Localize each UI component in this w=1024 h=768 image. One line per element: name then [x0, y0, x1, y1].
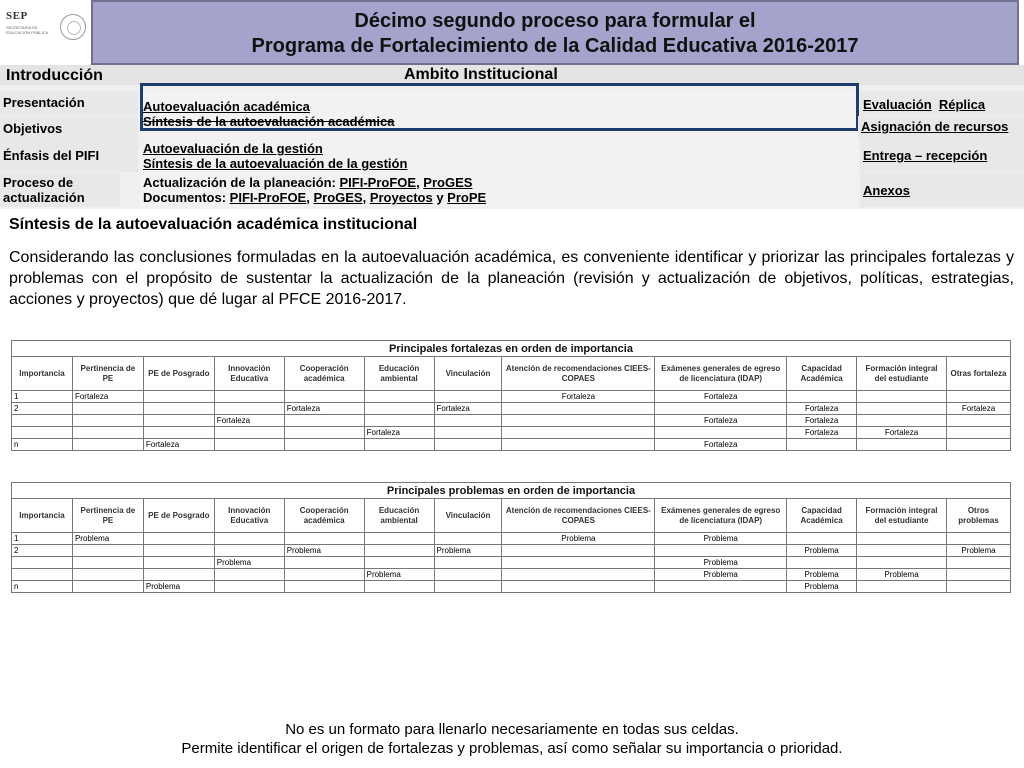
current-section-highlight — [140, 83, 859, 131]
table-cell[interactable]: Problema — [787, 581, 857, 593]
nav-doc-proyectos-link[interactable]: Proyectos — [369, 190, 433, 205]
column-header: PE de Posgrado — [143, 499, 214, 533]
table-cell[interactable] — [502, 439, 655, 451]
table-caption: Principales fortalezas en orden de importancia — [12, 341, 1011, 357]
table-cell[interactable] — [214, 403, 284, 415]
nav-doc-prope-link[interactable]: ProPE — [447, 190, 487, 205]
nav-evaluacion-replica-cell — [860, 91, 1024, 115]
nav-enfasis-link[interactable] — [0, 140, 138, 172]
mexico-seal-icon — [60, 14, 86, 40]
table-header-row — [12, 499, 1011, 533]
nav-planeacion-row — [143, 175, 858, 190]
table-cell[interactable] — [857, 439, 947, 451]
table-cell[interactable] — [857, 581, 947, 593]
column-header: Educación ambiental — [364, 357, 434, 391]
table-cell[interactable] — [502, 545, 655, 557]
nav-evaluacion-link[interactable]: Evaluación — [863, 97, 932, 112]
table-cell[interactable]: Problema — [946, 545, 1010, 557]
table-cell[interactable]: Problema — [655, 569, 787, 581]
nav-sintesis-academica-link[interactable]: Síntesis de la autoevaluación académica — [143, 114, 395, 129]
table-cell[interactable] — [364, 557, 434, 569]
table-cell[interactable]: 2 — [12, 545, 73, 557]
table-cell[interactable] — [214, 391, 284, 403]
table-cell[interactable]: Fortaleza — [72, 391, 143, 403]
nav-header-row — [0, 65, 1024, 85]
table-cell[interactable] — [72, 427, 143, 439]
table-cell[interactable] — [502, 427, 655, 439]
nav-entrega-link[interactable]: Entrega – recepción — [863, 148, 988, 163]
column-header: Vinculación — [434, 357, 502, 391]
table-cell[interactable] — [434, 533, 502, 545]
table-cell[interactable]: Fortaleza — [787, 427, 857, 439]
table-cell[interactable]: Fortaleza — [502, 391, 655, 403]
table-cell[interactable] — [284, 427, 364, 439]
table-cell[interactable] — [655, 581, 787, 593]
table-row — [12, 427, 1011, 439]
table-cell[interactable]: Problema — [72, 533, 143, 545]
nav-introduccion-link[interactable]: Introducción — [6, 67, 103, 84]
column-header: Formación integral del estudiante — [857, 499, 947, 533]
column-header: Exámenes generales de egreso de licenciatura (IDAP) — [655, 499, 787, 533]
nav-separator: , — [306, 190, 314, 205]
section-title: Síntesis de la autoevaluación académica institucional — [9, 216, 418, 233]
table-cell[interactable]: Fortaleza — [857, 427, 947, 439]
table-row — [12, 439, 1011, 451]
nav-replica-link[interactable]: Réplica — [938, 97, 986, 112]
table-cell[interactable]: Fortaleza — [946, 403, 1010, 415]
table-cell[interactable]: Problema — [787, 569, 857, 581]
column-header: Importancia — [12, 499, 73, 533]
table-cell[interactable] — [143, 557, 214, 569]
table-cell[interactable] — [787, 557, 857, 569]
table-cell[interactable] — [946, 439, 1010, 451]
table-header-row — [12, 357, 1011, 391]
fortalezas-table — [11, 340, 1011, 451]
table-cell[interactable] — [364, 391, 434, 403]
table-cell[interactable]: Problema — [655, 557, 787, 569]
nav-objetivos-link[interactable] — [0, 116, 138, 140]
table-row — [12, 533, 1011, 545]
sep-logo-text: SEP — [6, 10, 28, 22]
table-cell[interactable] — [857, 545, 947, 557]
nav-anexos-cell — [860, 173, 1024, 207]
table-cell[interactable] — [284, 557, 364, 569]
column-header: Vinculación — [434, 499, 502, 533]
nav-proges-link[interactable]: ProGES — [423, 175, 473, 190]
table-cell[interactable] — [502, 581, 655, 593]
table-cell[interactable]: 1 — [12, 391, 73, 403]
column-header: Cooperación académica — [284, 499, 364, 533]
nav-proceso-label: Proceso de actualización — [3, 175, 85, 205]
column-header: Importancia — [12, 357, 73, 391]
nav-presentacion-label: Presentación — [3, 95, 85, 110]
table-cell[interactable] — [72, 581, 143, 593]
nav-autoevaluacion-gestion-link[interactable]: Autoevaluación de la gestión — [143, 141, 323, 156]
table-cell[interactable] — [502, 569, 655, 581]
table-cell[interactable] — [284, 439, 364, 451]
table-cell[interactable] — [284, 581, 364, 593]
table-cell[interactable] — [284, 415, 364, 427]
table-cell[interactable]: Fortaleza — [655, 391, 787, 403]
table-cell[interactable] — [946, 391, 1010, 403]
column-header: PE de Posgrado — [143, 357, 214, 391]
table-cell[interactable]: 1 — [12, 533, 73, 545]
nav-proceso-link[interactable] — [0, 173, 120, 207]
table-cell[interactable] — [72, 403, 143, 415]
table-cell[interactable]: Fortaleza — [434, 403, 502, 415]
table-cell[interactable] — [364, 581, 434, 593]
nav-sintesis-gestion-link[interactable]: Síntesis de la autoevaluación de la gestión — [143, 156, 408, 171]
table-cell[interactable] — [143, 533, 214, 545]
footer-note — [0, 720, 1024, 758]
column-header: Educación ambiental — [364, 499, 434, 533]
table-cell[interactable] — [143, 569, 214, 581]
section-paragraph: Considerando las conclusiones formuladas en la autoevaluación académica, es conveniente identificar y priorizar las principales fortalezas y problemas con el propósito de sustentar la actualización de la planeación (revisión y actualización de objetivos, políticas, estrategias, acciones y proyectos) que dé lugar al PFCE 2016-2017. — [9, 249, 1014, 308]
table-cell[interactable] — [72, 545, 143, 557]
table-cell[interactable]: n — [12, 581, 73, 593]
footer-line-1: No es un formato para llenarlo necesariamente en todas sus celdas. — [285, 721, 739, 738]
table-cell[interactable]: Fortaleza — [284, 403, 364, 415]
table-cell[interactable] — [434, 439, 502, 451]
table-cell[interactable] — [946, 557, 1010, 569]
column-header: Formación integral del estudiante — [857, 357, 947, 391]
sep-logo-subtext: SECRETARÍA DE EDUCACIÓN PÚBLICA — [6, 25, 49, 35]
title-line-1: Décimo segundo proceso para formular el — [354, 10, 756, 32]
nav-anexos-link[interactable]: Anexos — [863, 183, 910, 198]
table-cell[interactable]: Fortaleza — [214, 415, 284, 427]
nav-presentacion-link[interactable] — [0, 91, 138, 115]
table-cell[interactable] — [946, 415, 1010, 427]
table-cell[interactable] — [72, 415, 143, 427]
table-row — [12, 581, 1011, 593]
nav-objetivos-label: Objetivos — [3, 121, 63, 136]
table-cell[interactable] — [434, 427, 502, 439]
title-line-2: Programa de Fortalecimiento de la Calidad Educativa 2016-2017 — [251, 35, 859, 57]
table-cell[interactable] — [214, 569, 284, 581]
table-cell[interactable] — [72, 557, 143, 569]
table-cell[interactable]: Fortaleza — [143, 439, 214, 451]
table-cell[interactable] — [946, 569, 1010, 581]
table-cell[interactable] — [12, 569, 73, 581]
table-cell[interactable]: Problema — [857, 569, 947, 581]
table-row — [12, 557, 1011, 569]
table-cell[interactable] — [434, 569, 502, 581]
table-cell[interactable] — [364, 545, 434, 557]
table-cell[interactable] — [12, 557, 73, 569]
table-cell[interactable] — [143, 391, 214, 403]
table-cell[interactable] — [284, 569, 364, 581]
nav-documentos-row — [143, 190, 858, 205]
table-cell[interactable]: Fortaleza — [364, 427, 434, 439]
nav-planeacion-prefix: Actualización de la planeación: — [143, 175, 340, 190]
table-cell[interactable]: Fortaleza — [655, 415, 787, 427]
nav-asignacion-cell — [858, 116, 1024, 140]
nav-separator: , — [362, 190, 370, 205]
table-cell[interactable] — [284, 391, 364, 403]
table-cell[interactable] — [502, 557, 655, 569]
table-cell[interactable] — [364, 403, 434, 415]
table-cell[interactable] — [655, 545, 787, 557]
table-caption-row — [12, 341, 1011, 357]
nav-mid-gestion-block — [140, 140, 858, 172]
table-cell[interactable] — [12, 415, 73, 427]
column-header: Capacidad Académica — [787, 499, 857, 533]
table-cell[interactable] — [214, 545, 284, 557]
nav-separator: y — [432, 190, 448, 205]
table-cell[interactable] — [655, 427, 787, 439]
nav-autoevaluacion-academica-link[interactable]: Autoevaluación académica — [143, 99, 310, 114]
nav-asignacion-link[interactable]: Asignación de recursos — [861, 119, 1009, 134]
nav-doc-proges-link[interactable]: ProGES — [313, 190, 363, 205]
title-banner — [91, 0, 1019, 65]
table-cell[interactable] — [502, 415, 655, 427]
table-cell[interactable] — [434, 415, 502, 427]
footer-line-2: Permite identificar el origen de fortalezas y problemas, así como señalar su importancia o prioridad. — [181, 740, 843, 757]
column-header: Pertinencia de PE — [72, 357, 143, 391]
table-cell[interactable]: Fortaleza — [787, 415, 857, 427]
table-row — [12, 403, 1011, 415]
nav-enfasis-label: Énfasis del PIFI — [3, 148, 100, 163]
table-cell[interactable] — [857, 403, 947, 415]
table-row — [12, 415, 1011, 427]
table-cell[interactable] — [143, 415, 214, 427]
table-cell[interactable]: Problema — [787, 545, 857, 557]
table-cell[interactable] — [364, 415, 434, 427]
table-cell[interactable] — [143, 427, 214, 439]
table-cell[interactable] — [434, 581, 502, 593]
table-cell[interactable]: Fortaleza — [655, 439, 787, 451]
table-cell[interactable] — [946, 427, 1010, 439]
table-cell[interactable] — [364, 439, 434, 451]
table-cell[interactable] — [946, 533, 1010, 545]
table-cell[interactable] — [284, 533, 364, 545]
table-cell[interactable] — [214, 581, 284, 593]
table-cell[interactable] — [143, 403, 214, 415]
nav-separator: , — [416, 175, 424, 190]
column-header: Otros problemas — [946, 499, 1010, 533]
table-cell[interactable] — [787, 391, 857, 403]
column-header: Otras fortaleza — [946, 357, 1010, 391]
sep-logo — [0, 0, 90, 62]
table-cell[interactable]: 2 — [12, 403, 73, 415]
nav-documentos-prefix: Documentos: — [143, 190, 230, 205]
nav-entrega-cell — [860, 140, 1024, 172]
table-cell[interactable]: Problema — [434, 545, 502, 557]
table-caption: Principales problemas en orden de importancia — [12, 483, 1011, 499]
table-cell[interactable] — [857, 533, 947, 545]
table-cell[interactable] — [857, 557, 947, 569]
table-cell[interactable] — [857, 415, 947, 427]
column-header: Atención de recomendaciones CIEES-COPAES — [502, 499, 655, 533]
table-cell[interactable] — [364, 533, 434, 545]
table-cell[interactable] — [143, 545, 214, 557]
table-cell[interactable] — [787, 533, 857, 545]
table-cell[interactable]: Problema — [655, 533, 787, 545]
table-cell[interactable] — [214, 427, 284, 439]
table-cell[interactable] — [502, 403, 655, 415]
table-cell[interactable] — [434, 557, 502, 569]
nav-doc-pifi-profoe-link[interactable]: PIFI-ProFOE — [229, 190, 307, 205]
table-cell[interactable]: Problema — [502, 533, 655, 545]
table-cell[interactable] — [787, 439, 857, 451]
table-cell[interactable]: Fortaleza — [787, 403, 857, 415]
column-header: Capacidad Académica — [787, 357, 857, 391]
table-cell[interactable] — [214, 439, 284, 451]
table-cell[interactable] — [12, 427, 73, 439]
column-header: Cooperación académica — [284, 357, 364, 391]
column-header: Exámenes generales de egreso de licenciatura (IDAP) — [655, 357, 787, 391]
problemas-table — [11, 482, 1011, 593]
table-cell[interactable]: n — [12, 439, 73, 451]
table-cell[interactable] — [655, 403, 787, 415]
table-cell[interactable] — [857, 391, 947, 403]
table-cell[interactable]: Problema — [284, 545, 364, 557]
table-row — [12, 545, 1011, 557]
table-cell[interactable] — [946, 581, 1010, 593]
table-cell[interactable]: Problema — [143, 581, 214, 593]
column-header: Innovación Educativa — [214, 499, 284, 533]
table-cell[interactable] — [72, 569, 143, 581]
table-cell[interactable] — [72, 439, 143, 451]
table-row — [12, 391, 1011, 403]
table-row — [12, 569, 1011, 581]
table-cell[interactable]: Problema — [214, 557, 284, 569]
column-header: Atención de recomendaciones CIEES-COPAES — [502, 357, 655, 391]
table-cell[interactable]: Problema — [364, 569, 434, 581]
column-header: Pertinencia de PE — [72, 499, 143, 533]
nav-ambito-heading: Ambito Institucional — [404, 66, 558, 83]
nav-pifi-profoe-link[interactable]: PIFI-ProFOE — [339, 175, 417, 190]
table-cell[interactable] — [214, 533, 284, 545]
column-header: Innovación Educativa — [214, 357, 284, 391]
nav-mid-planeacion-block — [140, 173, 858, 207]
table-caption-row — [12, 483, 1011, 499]
table-cell[interactable] — [434, 391, 502, 403]
